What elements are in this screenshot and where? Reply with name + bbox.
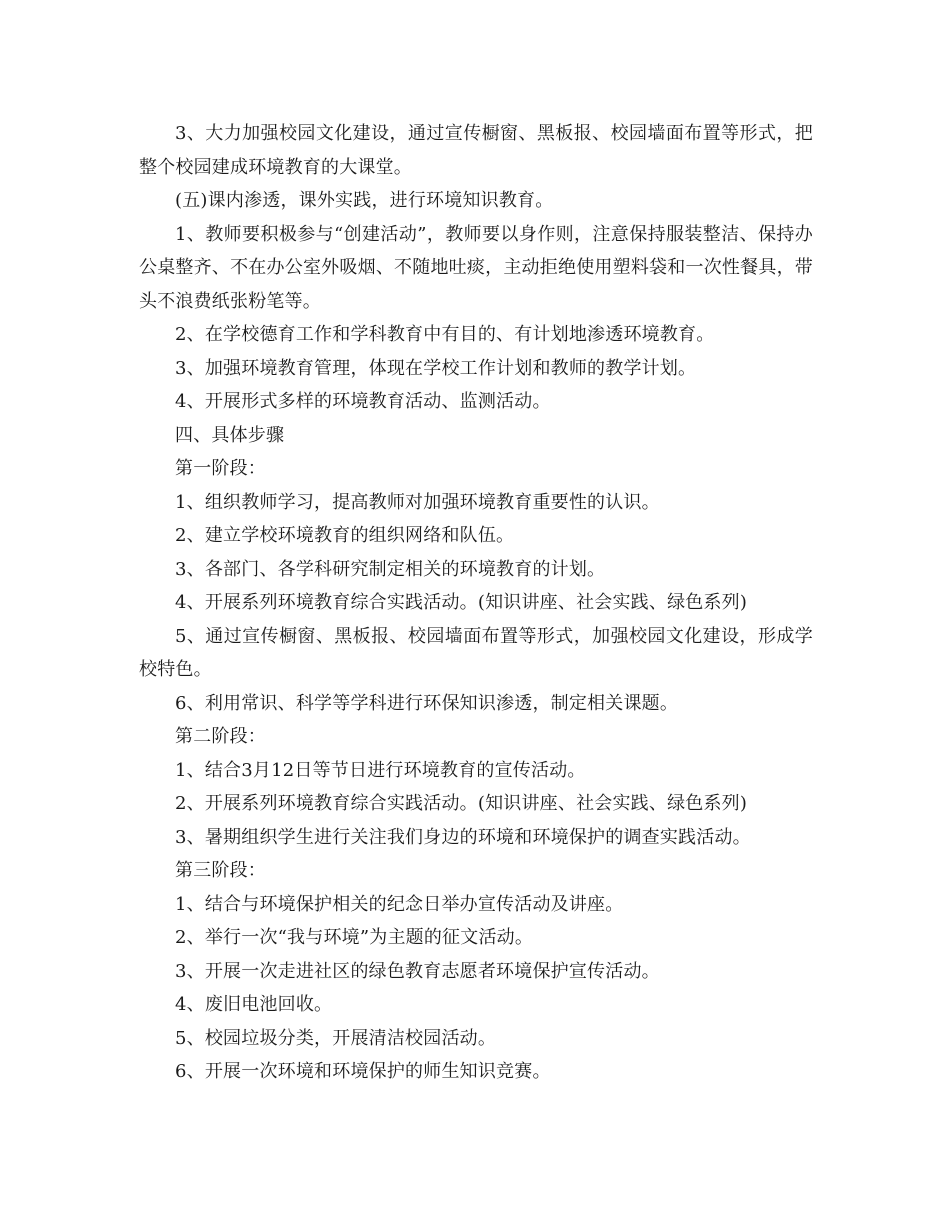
list-item: 4、废旧电池回收。	[175, 994, 333, 1015]
stage-heading-first: 第一阶段：	[175, 458, 266, 479]
paragraph-moral-education: 2、在学校德育工作和学科教育中有目的、有计划地渗透环境教育。	[175, 324, 715, 345]
list-item: 2、建立学校环境教育的组织网络和队伍。	[175, 525, 515, 546]
paragraph-management: 3、加强环境教育管理，体现在学校工作计划和教师的教学计划。	[175, 357, 697, 379]
list-item: 2、开展系列环境教育综合实践活动。(知识讲座、社会实践、绿色系列)	[175, 793, 748, 814]
paragraph-teacher-participation: 1、教师要积极参与“创建活动”，教师要以身作则，注意保持服装整洁、保持办公桌整齐、不在办公室外吸烟、不随地吐痰，主动拒绝使用塑料袋和一次性餐具，带头不浪费纸张粉笔等。	[139, 223, 813, 312]
section-heading-classroom-practice: (五)课内渗透，课外实践，进行环境知识教育。	[175, 190, 554, 211]
section-heading-steps: 四、具体步骤	[175, 424, 285, 446]
paragraph-culture-construction: 3、大力加强校园文化建设，通过宣传橱窗、黑板报、校园墙面布置等形式，把整个校园建成环境教育的大课堂。	[139, 123, 813, 178]
list-item: 6、利用常识、科学等学科进行环保知识渗透，制定相关课题。	[175, 692, 679, 714]
paragraph-activities: 4、开展形式多样的环境教育活动、监测活动。	[175, 391, 551, 412]
list-item: 4、开展系列环境教育综合实践活动。(知识讲座、社会实践、绿色系列)	[175, 592, 748, 613]
stage-heading-second: 第二阶段：	[175, 726, 266, 747]
list-item: 3、暑期组织学生进行关注我们身边的环境和环境保护的调查实践活动。	[175, 826, 751, 848]
document-body	[139, 117, 813, 1089]
list-item: 2、举行一次“我与环境”为主题的征文活动。	[175, 927, 534, 948]
list-item: 1、结合与环境保护相关的纪念日举办宣传活动及讲座。	[175, 893, 624, 915]
list-item: 5、校园垃圾分类，开展清洁校园活动。	[175, 1027, 497, 1049]
stage-heading-third: 第三阶段：	[175, 860, 266, 881]
list-item: 1、组织教师学习，提高教师对加强环境教育重要性的认识。	[175, 491, 660, 513]
list-item: 3、各部门、各学科研究制定相关的环境教育的计划。	[175, 558, 606, 580]
list-item: 1、结合3月12日等节日进行环境教育的宣传活动。	[175, 759, 586, 781]
list-item: 6、开展一次环境和环境保护的师生知识竞赛。	[175, 1061, 551, 1082]
list-item: 5、通过宣传橱窗、黑板报、校园墙面布置等形式，加强校园文化建设，形成学校特色。	[139, 625, 813, 680]
list-item: 3、开展一次走进社区的绿色教育志愿者环境保护宣传活动。	[175, 960, 660, 982]
